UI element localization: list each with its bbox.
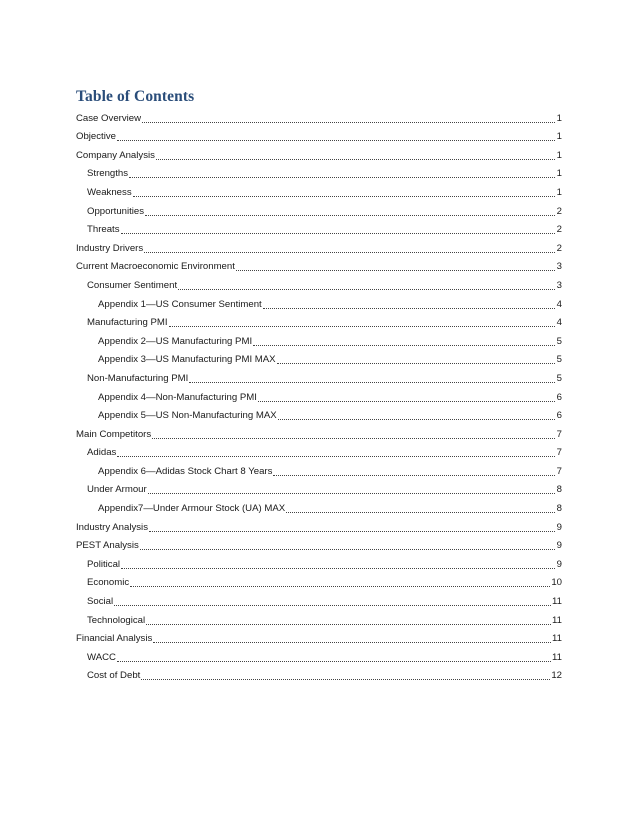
toc-entry[interactable] xyxy=(76,369,562,388)
toc-entry-page: 7 xyxy=(556,428,562,440)
toc-entry[interactable] xyxy=(76,481,562,500)
toc-entry-label[interactable]: Adidas xyxy=(87,447,117,459)
toc-entry[interactable] xyxy=(76,425,562,444)
dot-leader xyxy=(263,308,555,309)
toc-entry-label[interactable]: Industry Analysis xyxy=(76,521,148,533)
toc-entry-page: 5 xyxy=(556,335,562,347)
dot-leader xyxy=(277,363,555,364)
toc-entry-label[interactable]: Appendix 4—Non-Manufacturing PMI xyxy=(98,391,257,403)
dot-leader xyxy=(149,531,555,532)
toc-entry-label[interactable]: WACC xyxy=(87,651,116,663)
toc-entry[interactable] xyxy=(76,648,562,667)
toc-entry[interactable] xyxy=(76,407,562,426)
toc-entry-page: 3 xyxy=(556,279,562,291)
toc-entry[interactable] xyxy=(76,592,562,611)
toc-entry-page: 4 xyxy=(556,317,562,329)
toc-entry-label[interactable]: Consumer Sentiment xyxy=(87,279,178,291)
toc-entry-label[interactable]: Main Competitors xyxy=(76,428,152,440)
toc-entry-label[interactable]: Case Overview xyxy=(76,112,142,124)
toc-entry[interactable] xyxy=(76,499,562,518)
dot-leader xyxy=(258,401,555,402)
toc-entry[interactable] xyxy=(76,202,562,221)
dot-leader xyxy=(178,289,555,290)
toc-entry-page: 11 xyxy=(552,651,562,663)
dot-leader xyxy=(253,345,555,346)
toc-entry-page: 11 xyxy=(552,614,562,626)
toc-entry[interactable] xyxy=(76,258,562,277)
dot-leader xyxy=(142,122,555,123)
dot-leader xyxy=(114,605,551,606)
toc-entry-label[interactable]: Strengths xyxy=(87,168,129,180)
toc-entry-page: 1 xyxy=(556,112,562,124)
toc-entry[interactable] xyxy=(76,165,562,184)
toc-entry-label[interactable]: Weakness xyxy=(87,186,132,198)
dot-leader xyxy=(145,215,555,216)
toc-entry-label[interactable]: Social xyxy=(87,596,114,608)
toc-entry-page: 2 xyxy=(556,224,562,236)
toc-entry[interactable] xyxy=(76,537,562,556)
dot-leader xyxy=(156,159,555,160)
toc-entry[interactable] xyxy=(76,351,562,370)
dot-leader xyxy=(130,586,550,587)
toc-entry-label[interactable]: Manufacturing PMI xyxy=(87,317,168,329)
toc-entry-label[interactable]: Appendix 1—US Consumer Sentiment xyxy=(98,298,262,310)
dot-leader xyxy=(141,679,550,680)
toc-entry-label[interactable]: Objective xyxy=(76,131,116,143)
toc-entry-page: 8 xyxy=(556,484,562,496)
dot-leader xyxy=(117,140,555,141)
toc-entry[interactable] xyxy=(76,146,562,165)
toc-entry-label[interactable]: Opportunities xyxy=(87,205,145,217)
toc-entry-label[interactable]: Political xyxy=(87,558,121,570)
dot-leader xyxy=(121,233,555,234)
toc-entry-label[interactable]: Industry Drivers xyxy=(76,242,144,254)
toc-entry[interactable] xyxy=(76,332,562,351)
toc-entry[interactable] xyxy=(76,295,562,314)
toc-entry-page: 6 xyxy=(556,410,562,422)
dot-leader xyxy=(146,624,551,625)
dot-leader xyxy=(189,382,555,383)
dot-leader xyxy=(286,512,555,513)
toc-entry-page: 1 xyxy=(556,186,562,198)
toc-entry[interactable] xyxy=(76,276,562,295)
toc-entry-label[interactable]: Company Analysis xyxy=(76,149,155,161)
toc-entry[interactable] xyxy=(76,518,562,537)
toc-list xyxy=(76,109,562,685)
toc-entry-label[interactable]: Technological xyxy=(87,614,146,626)
dot-leader xyxy=(152,438,555,439)
toc-entry-page: 8 xyxy=(556,503,562,515)
toc-entry[interactable] xyxy=(76,667,562,686)
toc-entry-page: 1 xyxy=(556,149,562,161)
toc-entry[interactable] xyxy=(76,611,562,630)
toc-entry[interactable] xyxy=(76,630,562,649)
toc-entry-page: 9 xyxy=(556,558,562,570)
dot-leader xyxy=(129,177,555,178)
toc-entry-label[interactable]: Appendix 5—US Non-Manufacturing MAX xyxy=(98,410,277,422)
dot-leader xyxy=(140,549,555,550)
toc-entry-page: 4 xyxy=(556,298,562,310)
toc-entry[interactable] xyxy=(76,314,562,333)
toc-entry-page: 7 xyxy=(556,465,562,477)
toc-entry[interactable] xyxy=(76,462,562,481)
toc-entry-page: 12 xyxy=(551,670,562,682)
dot-leader xyxy=(148,493,555,494)
toc-entry-page: 9 xyxy=(556,540,562,552)
toc-entry[interactable] xyxy=(76,128,562,147)
toc-entry-page: 11 xyxy=(552,633,562,645)
dot-leader xyxy=(117,661,551,662)
toc-entry-page: 9 xyxy=(556,521,562,533)
toc-entry[interactable] xyxy=(76,239,562,258)
toc-entry-page: 3 xyxy=(556,261,562,273)
toc-entry-page: 1 xyxy=(556,168,562,180)
toc-entry[interactable] xyxy=(76,221,562,240)
toc-entry[interactable] xyxy=(76,388,562,407)
toc-entry-page: 5 xyxy=(556,372,562,384)
toc-entry-page: 1 xyxy=(556,131,562,143)
dot-leader xyxy=(236,270,555,271)
toc-entry-label[interactable]: Appendix 6—Adidas Stock Chart 8 Years xyxy=(98,465,273,477)
toc-entry-page: 11 xyxy=(552,596,562,608)
toc-entry-label[interactable]: Current Macroeconomic Environment xyxy=(76,261,235,273)
toc-entry-label[interactable]: Appendix7—Under Armour Stock (UA) MAX xyxy=(98,503,286,515)
toc-entry-label[interactable]: Under Armour xyxy=(87,484,147,496)
toc-entry[interactable] xyxy=(76,444,562,463)
toc-entry-page: 2 xyxy=(556,242,562,254)
toc-title: Table of Contents xyxy=(76,88,195,105)
dot-leader xyxy=(121,568,555,569)
dot-leader xyxy=(117,456,555,457)
dot-leader xyxy=(144,252,555,253)
dot-leader xyxy=(153,642,551,643)
document-page xyxy=(76,88,562,685)
toc-entry-label[interactable]: Appendix 3—US Manufacturing PMI MAX xyxy=(98,354,276,366)
toc-entry[interactable] xyxy=(76,109,562,128)
dot-leader xyxy=(133,196,555,197)
toc-entry-label[interactable]: Financial Analysis xyxy=(76,633,153,645)
toc-entry-page: 2 xyxy=(556,205,562,217)
dot-leader xyxy=(273,475,555,476)
dot-leader xyxy=(169,326,555,327)
toc-entry[interactable] xyxy=(76,555,562,574)
toc-entry-page: 10 xyxy=(551,577,562,589)
toc-entry-page: 5 xyxy=(556,354,562,366)
toc-entry-label[interactable]: Appendix 2—US Manufacturing PMI xyxy=(98,335,253,347)
toc-entry-label[interactable]: Threats xyxy=(87,224,120,236)
toc-entry-label[interactable]: Economic xyxy=(87,577,130,589)
toc-entry-page: 6 xyxy=(556,391,562,403)
toc-entry-label[interactable]: Non-Manufacturing PMI xyxy=(87,372,189,384)
toc-entry[interactable] xyxy=(76,183,562,202)
toc-entry-page: 7 xyxy=(556,447,562,459)
toc-entry-label[interactable]: Cost of Debt xyxy=(87,670,141,682)
dot-leader xyxy=(278,419,555,420)
toc-entry[interactable] xyxy=(76,574,562,593)
toc-entry-label[interactable]: PEST Analysis xyxy=(76,540,139,552)
